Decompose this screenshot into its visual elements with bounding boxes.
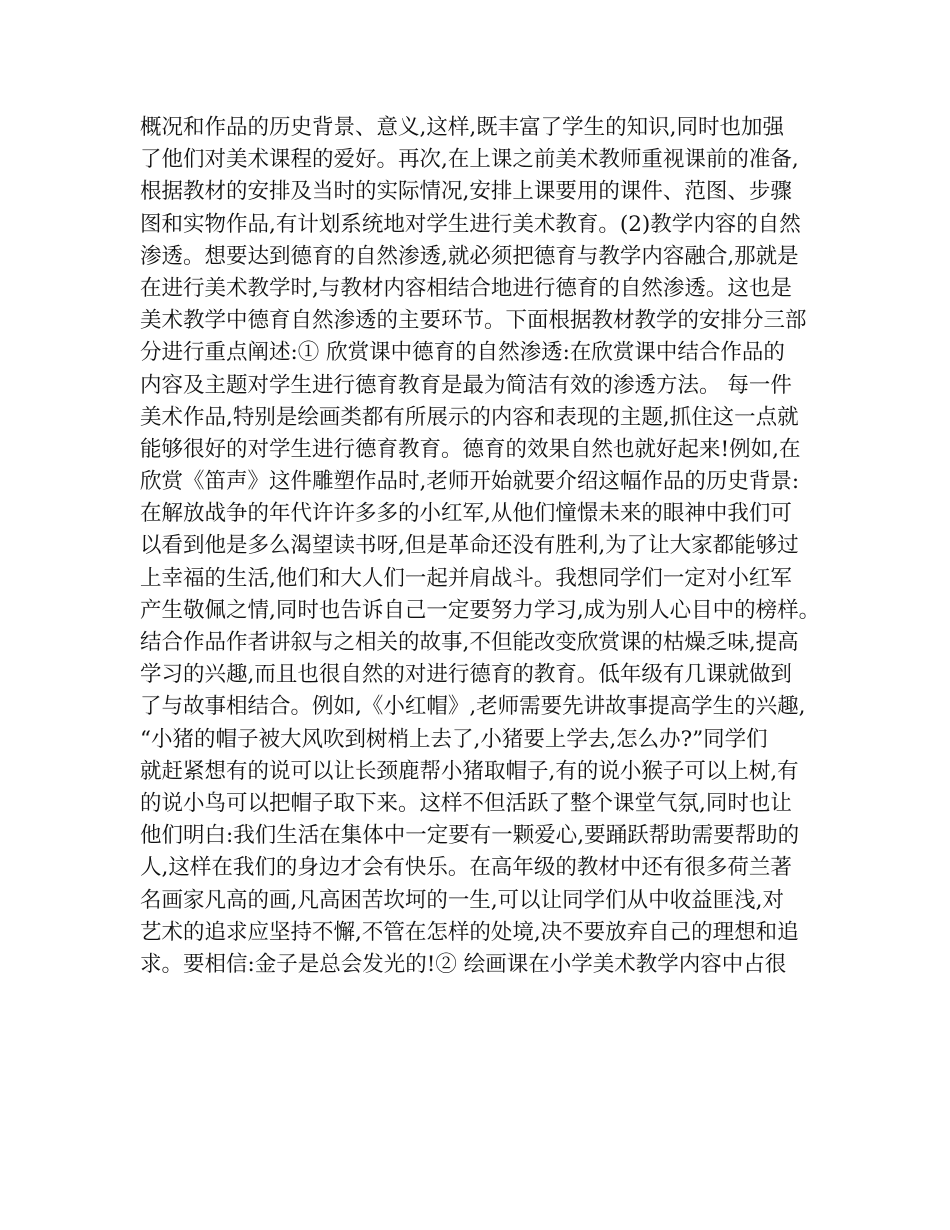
text-line: 概况和作品的历史背景、意义,这样,既丰富了学生的知识,同时也加强 bbox=[140, 115, 785, 140]
text-line: 内容及主题对学生进行德育教育是最为简洁有效的渗透方法。 每一件 bbox=[140, 372, 792, 398]
text-line: 名画家凡高的画,凡高困苦坎坷的一生,可以让同学们从中收益匪浅,对 bbox=[140, 887, 785, 913]
text-line: 的说小鸟可以把帽子取下来。这样不但活跃了整个课堂气氛,同时也让 bbox=[140, 790, 792, 816]
text-line: 结合作品作者讲叙与之相关的故事,不但能改变欣赏课的枯燥乏味,提高 bbox=[140, 630, 799, 655]
text-line: 他们明白:我们生活在集体中一定要有一颗爱心,要踊跃帮助需要帮助的 bbox=[140, 823, 800, 849]
text-line: 以看到他是多么渴望读书呀,但是革命还没有胜利,为了让大家都能够过 bbox=[140, 533, 799, 559]
text-line: 在解放战争的年代许许多多的小红军,从他们憧憬未来的眼神中我们可 bbox=[140, 501, 792, 527]
text-line: 了与故事相结合。例如,《小红帽》,老师需要先讲故事提高学生的兴趣, bbox=[140, 694, 806, 720]
text-line: 根据教材的安排及当时的实际情况,安排上课要用的课件、范图、步骤 bbox=[140, 179, 792, 205]
text-line: 求。要相信:金子是总会发光的!② 绘画课在小学美术教学内容中占很 bbox=[140, 951, 787, 977]
text-line: 在进行美术教学时,与教材内容相结合地进行德育的自然渗透。这也是 bbox=[140, 275, 792, 301]
text-line: 人,这样在我们的身边才会有快乐。在高年级的教材中还有很多荷兰著 bbox=[140, 855, 792, 881]
text-line: 上幸福的生活,他们和大人们一起并肩战斗。我想同学们一定对小红军 bbox=[140, 565, 792, 591]
text-line: 美术教学中德育自然渗透的主要环节。下面根据教材教学的安排分三部 bbox=[140, 308, 807, 334]
text-line: 了他们对美术课程的爱好。再次,在上课之前美术教师重视课前的准备, bbox=[140, 147, 799, 173]
text-line: 渗透。想要达到德育的自然渗透,就必须把德育与教学内容融合,那就是 bbox=[140, 243, 799, 269]
text-line: 产生敬佩之情,同时也告诉自己一定要努力学习,成为别人心目中的榜样。 bbox=[140, 597, 821, 623]
body-text bbox=[140, 112, 840, 981]
text-line: 图和实物作品,有计划系统地对学生进行美术教育。(2)教学内容的自然 bbox=[140, 211, 801, 237]
text-line: 学习的兴趣,而且也很自然的对进行德育的教育。低年级有几课就做到 bbox=[140, 662, 792, 688]
text-line: 美术作品,特别是绘画类都有所展示的内容和表现的主题,抓住这一点就 bbox=[140, 404, 799, 430]
text-line: 欣赏《笛声》这件雕塑作品时,老师开始就要介绍这幅作品的历史背景: bbox=[140, 469, 800, 495]
text-line: 艺术的追求应坚持不懈,不管在怎样的处境,决不要放弃自己的理想和追 bbox=[140, 919, 799, 945]
text-line: “小猪的帽子被大风吹到树梢上去了,小猪要上学去,怎么办?”同学们 bbox=[140, 726, 768, 752]
text-line: 就赶紧想有的说可以让长颈鹿帮小猪取帽子,有的说小猴子可以上树,有 bbox=[140, 758, 799, 784]
text-line: 分进行重点阐述:① 欣赏课中德育的自然渗透:在欣赏课中结合作品的 bbox=[140, 340, 785, 366]
text-line: 能够很好的对学生进行德育教育。德育的效果自然也就好起来!例如,在 bbox=[140, 436, 801, 462]
